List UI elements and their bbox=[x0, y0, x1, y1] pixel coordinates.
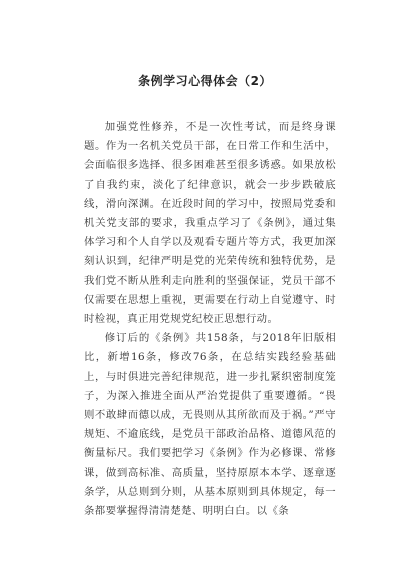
document-title: 条例学习心得体会（2） bbox=[138, 74, 272, 88]
paragraph: 修订后的《条例》共158条，与2018年旧版相比，新增16条，修改76条，在总结实践经验基础上，与时俱进完善纪律规范，进一步扎紧织密制度笼子，为深入推进全面从严治党提供了重要遵循。“畏则不敢肆而德以成，无畏则从其所欲而及于祸。”严守规矩、不逾底线，是党员干部政治品格、道德风范的衡量标尺。我们要把学习《条例》作为必修课、常修课，做到高标准、高质量，坚持原原本本学、逐章逐条学，从总则到分则，从基本原则到具体规定，每一条都要掌握得清清楚楚、明明白白。以《条 bbox=[84, 332, 336, 518]
document-body bbox=[84, 118, 336, 521]
paragraph: 加强党性修养，不是一次性考试，而是终身课题。作为一名机关党员干部，在日常工作和生活中，会面临很多选择、很多困难甚至很多诱惑。如果放松了自我约束，淡化了纪律意识，就会一步步跌破底线，滑向深渊。在近段时间的学习中，按照局党委和机关党支部的要求，我重点学习了《条例》，通过集体学习和个人自学以及观看专题片等方式，我更加深刻认识到，纪律严明是党的光荣传统和独特优势，是我们党不断从胜利走向胜利的坚强保证，党员干部不仅需要在思想上重视，更需要在行动上自觉遵守、时时检视，真正用党规党纪校正思想行动。 bbox=[84, 121, 336, 326]
